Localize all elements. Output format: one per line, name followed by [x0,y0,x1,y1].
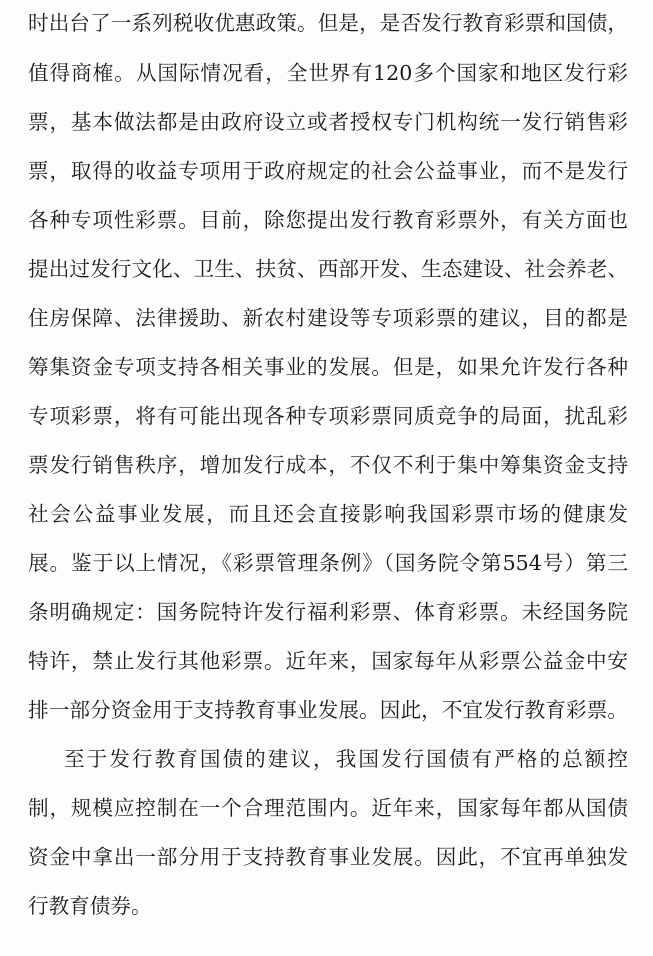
text-line-7: 住房保障、法律援助、新农村建设等专项彩票的建议，目的都是 [28,306,628,330]
text-line-9: 专项彩票，将有可能出现各种专项彩票同质竞争的局面，扰乱彩 [28,404,628,428]
text-line-16: 至于发行教育国债的建议，我国发行国债有严格的总额控 [64,747,628,771]
text-line-8: 筹集资金专项支持各相关事业的发展。但是，如果允许发行各种 [28,355,628,379]
text-line-13: 条明确规定：国务院特许发行福利彩票、体育彩票。未经国务院 [28,600,628,624]
text-line-1: 时出台了一系列税收优惠政策。但是，是否发行教育彩票和国债， [28,11,628,35]
text-line-5: 各种专项性彩票。目前，除您提出发行教育彩票外，有关方面也 [28,208,628,232]
text-line-11: 社会公益事业发展，而且还会直接影响我国彩票市场的健康发 [28,502,628,526]
text-line-3: 票，基本做法都是由政府设立或者授权专门机构统一发行销售彩 [28,110,628,134]
text-line-12: 展。鉴于以上情况，《彩票管理条例》（国务院令第554号）第三 [28,551,628,575]
text-line-6: 提出过发行文化、卫生、扶贫、西部开发、生态建设、社会养老、 [28,257,628,281]
text-line-17: 制，规模应控制在一个合理范围内。近年来，国家每年都从国债 [28,796,628,820]
text-line-18: 资金中拿出一部分用于支持教育事业发展。因此，不宜再单独发 [28,845,628,869]
text-line-4: 票，取得的收益专项用于政府规定的社会公益事业，而不是发行 [28,159,628,183]
text-line-19: 行教育债券。 [28,894,152,918]
text-line-14: 特许，禁止发行其他彩票。近年来，国家每年从彩票公益金中安 [28,649,628,673]
text-line-10: 票发行销售秩序，增加发行成本，不仅不利于集中筹集资金支持 [28,453,628,477]
text-line-15: 排一部分资金用于支持教育事业发展。因此，不宜发行教育彩票。 [28,698,628,722]
text-line-2: 值得商榷。从国际情况看，全世界有120多个国家和地区发行彩 [28,61,628,85]
